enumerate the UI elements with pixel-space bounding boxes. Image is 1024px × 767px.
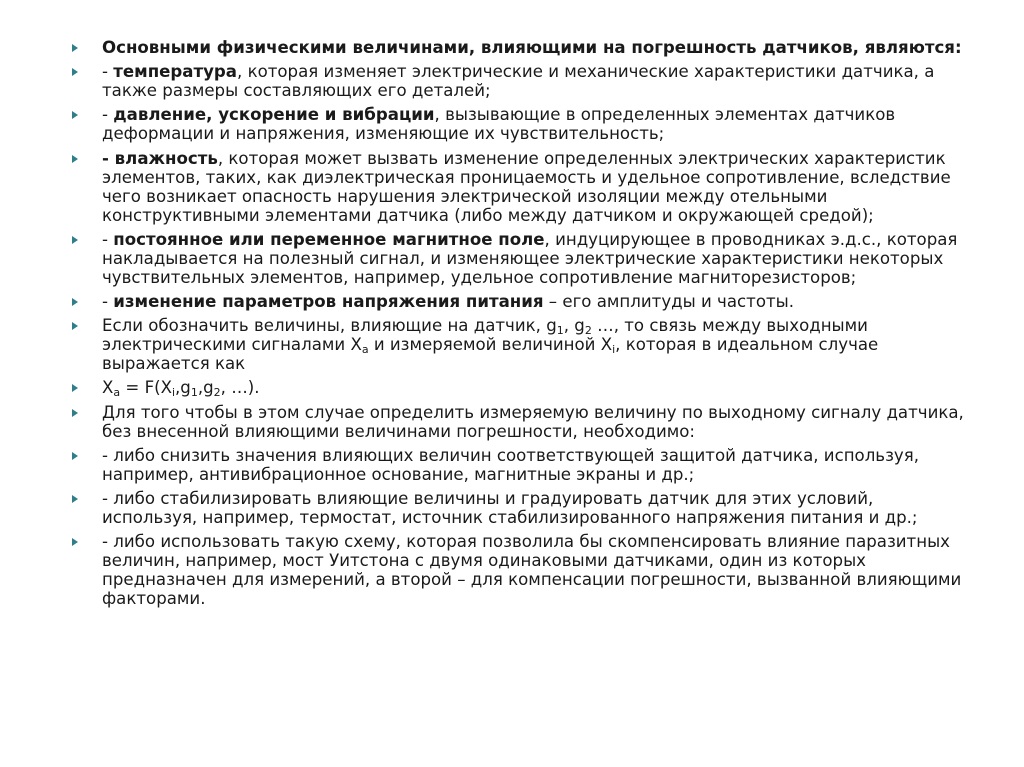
list-item: - изменение параметров напряжения питания – его амплитуды и частоты.: [72, 292, 972, 311]
slide-content: [72, 38, 972, 613]
bullet-arrow-icon: [72, 68, 78, 76]
bullet-arrow-icon: [72, 111, 78, 119]
bullet-arrow-icon: [72, 384, 78, 392]
bullet-arrow-icon: [72, 452, 78, 460]
list-item: Основными физическими величинами, влияющими на погрешность датчиков, являются:: [72, 38, 972, 57]
list-item: - температура, которая изменяет электрические и механические характеристики датчика, а также размеры составляющих его деталей;: [72, 62, 972, 100]
bullet-arrow-icon: [72, 155, 78, 163]
bullet-arrow-icon: [72, 236, 78, 244]
list-item: - давление, ускорение и вибрации, вызывающие в определенных элементах датчиков деформации и напряжения, изменяющие их чувствительность;: [72, 105, 972, 143]
list-item: - постоянное или переменное магнитное поле, индуцирующее в проводниках э.д.с., которая накладывается на полезный сигнал, и изменяющее электрические характеристики некоторых чувствительных элементов, например, удельное сопротивление магниторезисторов;: [72, 230, 972, 287]
list-item: - либо снизить значения влияющих величин соответствующей защитой датчика, используя, например, антивибрационное основание, магнитные экраны и др.;: [72, 446, 972, 484]
list-item: Если обозначить величины, влияющие на датчик, $g_1$, $g_2$ …, то связь между выходными электрическими сигналами $X_a$ и измеряемой величиной $X_i$, которая в идеальном случае выражается как: [72, 316, 972, 373]
list-item: - влажность, которая может вызвать изменение определенных электрических характеристик элементов, таких, как диэлектрическая проницаемость и удельное сопротивление, вследствие чего возникает опасность нарушения электрической изоляции между отельными конструктивными элементами датчика (либо между датчиком и окружающей средой);: [72, 149, 972, 225]
bullet-arrow-icon: [72, 298, 78, 306]
list-item: - либо использовать такую схему, которая позволила бы скомпенсировать влияние паразитных величин, например, мост Уитстона с двумя одинаковыми датчиками, один из которых предназначен для измерений, а второй – для компенсации погрешности, вызванной влияющими факторами.: [72, 532, 972, 608]
bullet-arrow-icon: [72, 44, 78, 52]
bullet-arrow-icon: [72, 322, 78, 330]
bullet-arrow-icon: [72, 495, 78, 503]
formula-item: $X_a = F(X_i,g_1,g_2$, …).: [72, 378, 972, 397]
list-item: - либо стабилизировать влияющие величины и градуировать датчик для этих условий, используя, например, термостат, источник стабилизированного напряжения питания и др.;: [72, 489, 972, 527]
bullet-arrow-icon: [72, 409, 78, 417]
list-item: Для того чтобы в этом случае определить измеряемую величину по выходному сигналу датчика, без внесенной влияющими величинами погрешности, необходимо:: [72, 403, 972, 441]
bullet-arrow-icon: [72, 538, 78, 546]
